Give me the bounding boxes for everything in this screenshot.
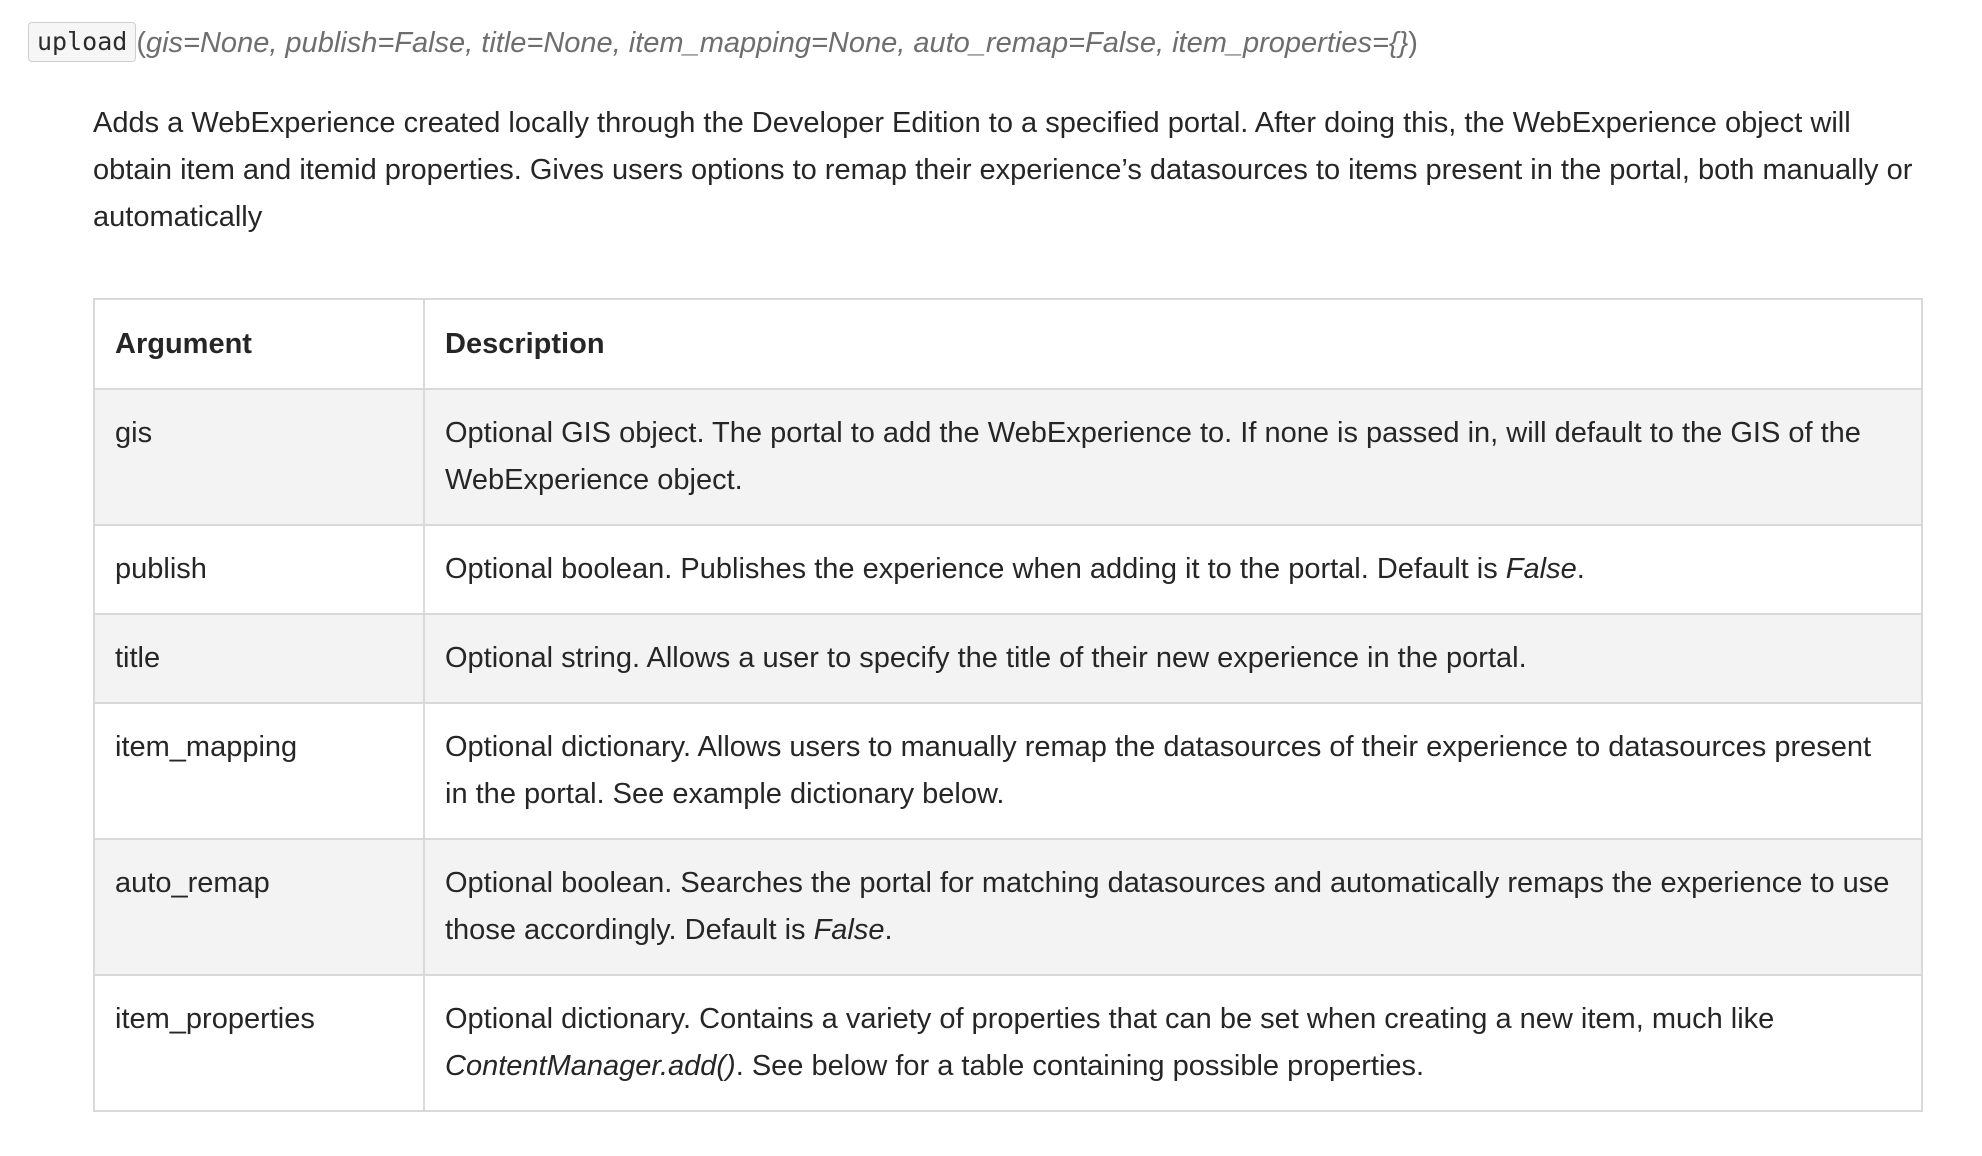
argument-cell: auto_remap: [94, 839, 424, 975]
argument-cell: item_mapping: [94, 703, 424, 839]
method-name: upload: [28, 22, 136, 62]
description-cell: [424, 614, 1922, 703]
table-row: [94, 839, 1922, 975]
description-text: Optional GIS object. The portal to add the WebExperience to. If none is passed in, will default to the GIS of the WebExperience object.: [445, 417, 1861, 496]
open-paren: (: [136, 27, 146, 59]
description-emphasis: ContentManager.add(): [445, 1050, 736, 1082]
description-cell: [424, 975, 1922, 1111]
argument-cell: title: [94, 614, 424, 703]
table-row: [94, 614, 1922, 703]
argument-cell: publish: [94, 525, 424, 614]
table-row: [94, 525, 1922, 614]
description-text-end: . See below for a table containing possible properties.: [735, 1050, 1425, 1082]
description-text: Optional boolean. Searches the portal for matching datasources and automatically remaps the experience to use those accordingly. Default is: [445, 867, 1890, 946]
table-row: [94, 703, 1922, 839]
argument-cell: item_properties: [94, 975, 424, 1111]
description-text-end: .: [1576, 553, 1585, 585]
method-description: Adds a WebExperience created locally through the Developer Edition to a specified portal. After doing this, the WebExperience object will obtain item and itemid properties. Gives users options to remap their experience’s datasources to items present in the portal, both manually or automatically: [93, 107, 1913, 233]
description-cell: [424, 839, 1922, 975]
arguments-table: [93, 298, 1923, 1112]
description-emphasis: False: [1505, 553, 1577, 585]
table-row: [94, 389, 1922, 525]
argument-cell: gis: [94, 389, 424, 525]
method-signature: [28, 22, 1418, 64]
description-cell: [424, 703, 1922, 839]
description-emphasis: False: [813, 914, 885, 946]
description-text: Optional dictionary. Contains a variety of properties that can be set when creating a new item, much like: [445, 1003, 1775, 1035]
description-text: Optional string. Allows a user to specify the title of their new experience in the portal.: [445, 642, 1527, 674]
header-description: Description: [424, 299, 1922, 389]
header-argument: Argument: [94, 299, 424, 389]
close-paren: ): [1408, 27, 1418, 59]
description-text: Optional dictionary. Allows users to manually remap the datasources of their experience to datasources present in the portal. See example dictionary below.: [445, 731, 1872, 810]
method-params: gis=None, publish=False, title=None, item_mapping=None, auto_remap=False, item_properties={}: [145, 27, 1409, 59]
description-text-end: .: [884, 914, 893, 946]
description-text: Optional boolean. Publishes the experience when adding it to the portal. Default is: [445, 553, 1506, 585]
description-cell: [424, 525, 1922, 614]
description-cell: [424, 389, 1922, 525]
table-header-row: [94, 299, 1922, 389]
table-row: [94, 975, 1922, 1111]
